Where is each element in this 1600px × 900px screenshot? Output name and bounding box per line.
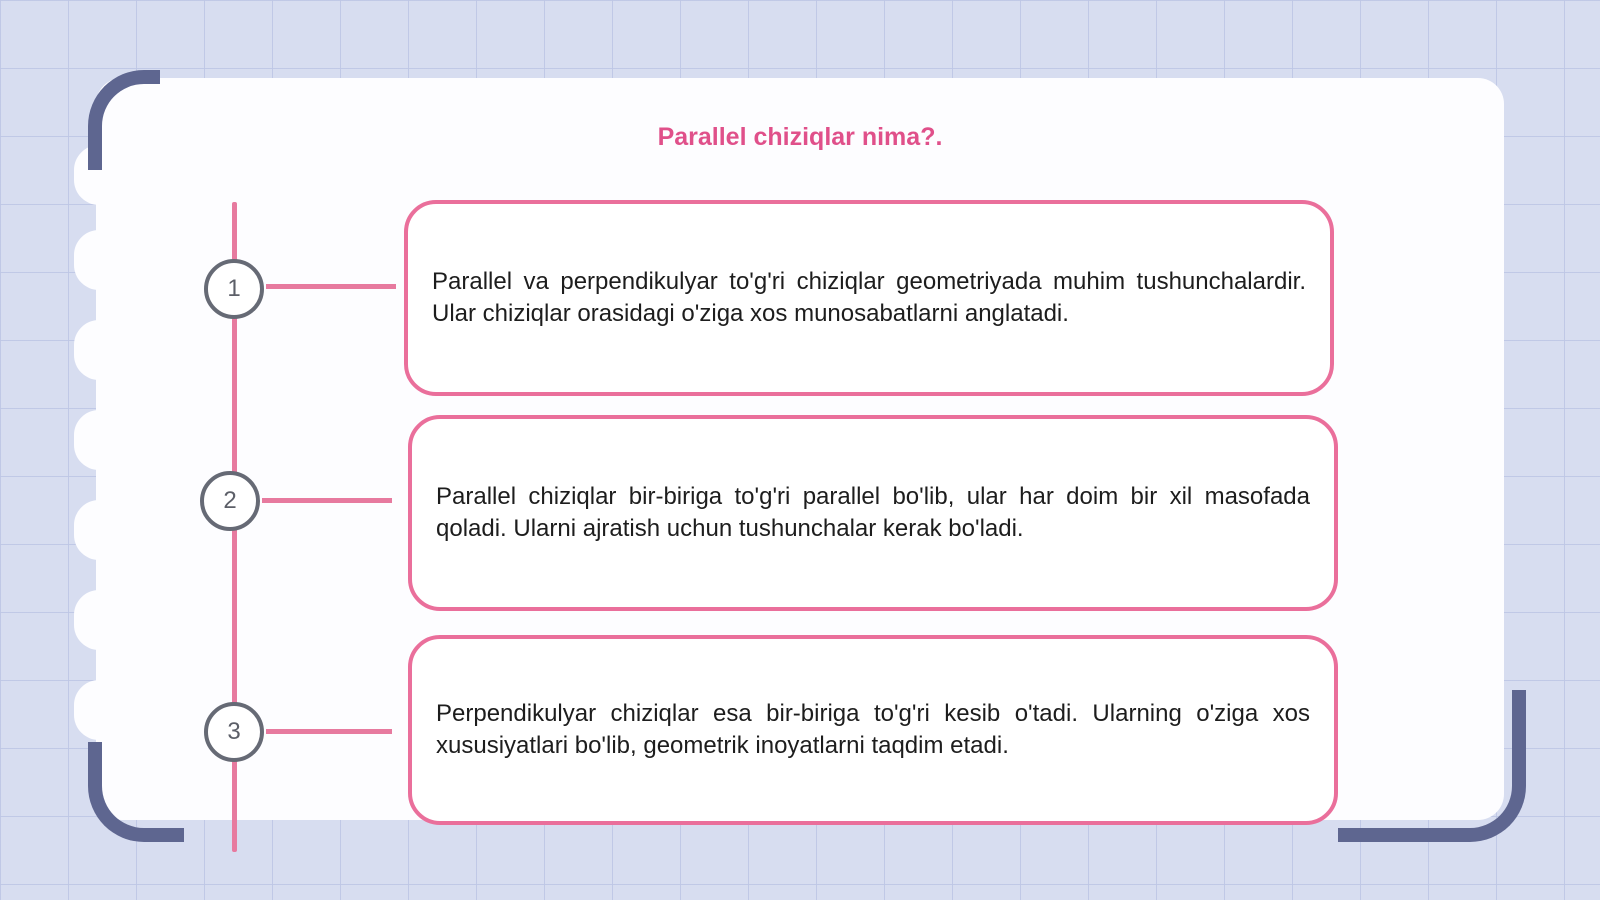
step-text: Parallel va perpendikulyar to'g'ri chiziqlar geometriyada muhim tushunchalardir. Ular chiziqlar orasidagi o'ziga xos munosabatlarni anglatadi.	[432, 268, 1306, 327]
paper-tab	[74, 590, 124, 650]
timeline-connector	[266, 284, 396, 289]
step-number-badge	[204, 259, 264, 319]
slide-title: Parallel chiziqlar nima?.	[657, 123, 943, 151]
paper-tab	[74, 230, 124, 290]
paper-tab	[74, 410, 124, 470]
frame-corner-top-left	[88, 70, 160, 170]
frame-corner-bottom-left	[88, 742, 184, 842]
step-number-badge	[200, 471, 260, 531]
step-text: Parallel chiziqlar bir-biriga to'g'ri parallel bo'lib, ular har doim bir xil masofada qoladi. Ularni ajratish uchun tushunchalar kerak bo'ladi.	[436, 483, 1310, 542]
step-number: 3	[227, 718, 241, 745]
step-number: 2	[223, 487, 237, 514]
step-card	[408, 635, 1338, 825]
step-number: 1	[227, 275, 241, 302]
paper-tab	[74, 500, 124, 560]
step-card	[404, 200, 1334, 396]
timeline-connector	[262, 498, 392, 503]
paper-tab	[74, 320, 124, 380]
step-card	[408, 415, 1338, 611]
step-number-badge	[204, 702, 264, 762]
paper-tab	[74, 680, 124, 740]
timeline-connector	[266, 729, 392, 734]
step-text: Perpendikulyar chiziqlar esa bir-biriga to'g'ri kesib o'tadi. Ularning o'ziga xos xususiyatlari bo'lib, geometrik inoyatlarni taqdim etadi.	[436, 700, 1310, 759]
frame-corner-bottom-right	[1338, 690, 1526, 842]
